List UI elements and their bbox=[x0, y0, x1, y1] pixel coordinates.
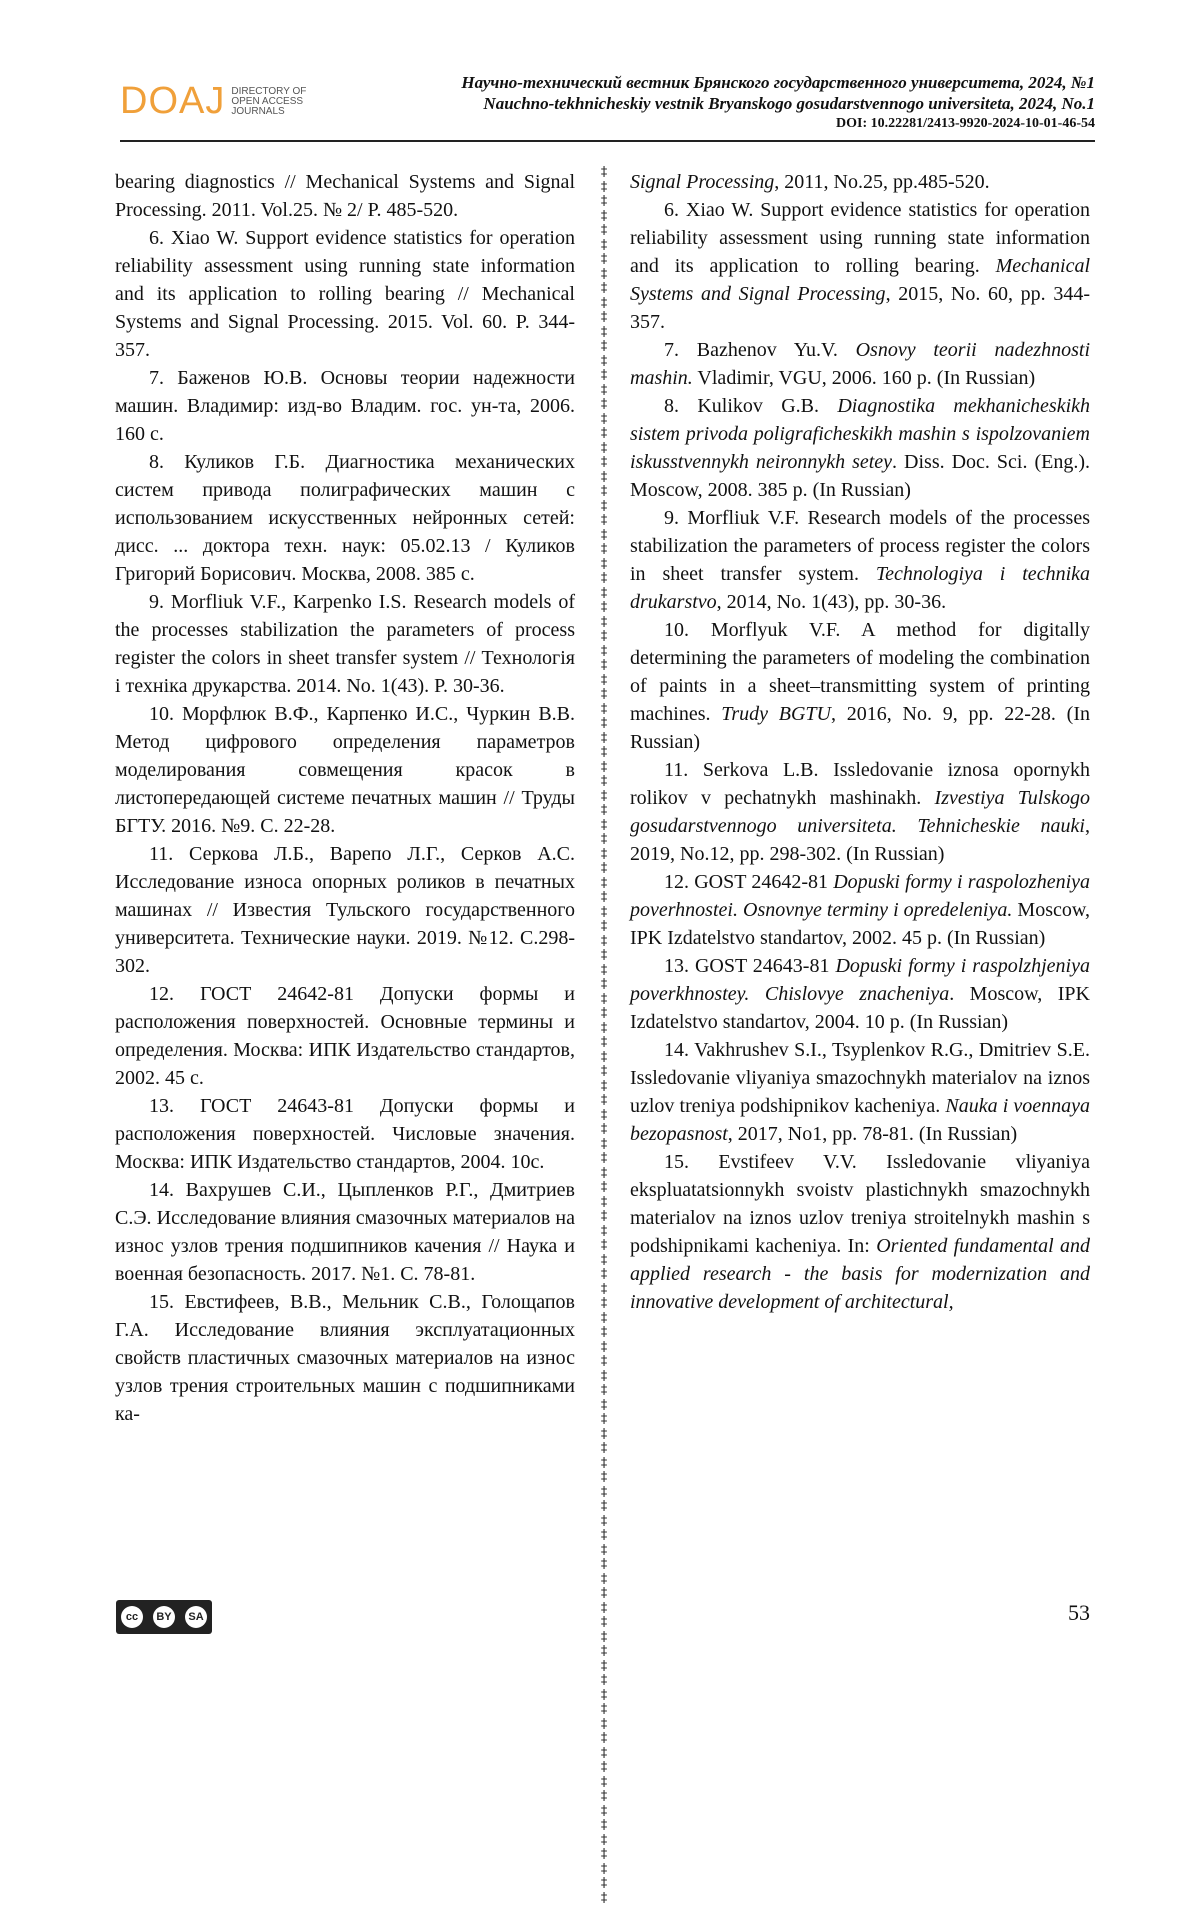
reference-item: 14. Вахрушев С.И., Цыпленков Р.Г., Дмитриев С.Э. Исследование влияния смазочных материалов на износ узлов трения подшипников качения // Наука и военная безопасность. 2017. №1. С. 78-81. bbox=[115, 1179, 575, 1285]
reference-item bbox=[630, 952, 1090, 1036]
reference-italic: Osnovy teorii nadezhnosti mashin. bbox=[630, 339, 1090, 389]
reference-text: , 2016, No. 9, pp. 22-28. (In Russian) bbox=[630, 703, 1090, 753]
reference-text: 15. Evstifeev V.V. Issledovanie vliyaniya ekspluatatsionnykh svoistv plastichnykh smazochnykh materialov na iznos uzlov treniya stroitelnykh mashin s podshipnikami kacheniya. In: bbox=[630, 1151, 1090, 1257]
reference-text: , 2017, No1, pp. 78-81. (In Russian) bbox=[727, 1123, 1018, 1145]
reference-text: 11. Serkova L.B. Issledovanie iznosa opornykh rolikov v pechatnykh mashinakh. bbox=[630, 759, 1090, 809]
reference-text: Vladimir, VGU, 2006. 160 p. (In Russian) bbox=[692, 367, 1036, 389]
reference-italic: Mechanical Systems and Signal Processing bbox=[630, 255, 1090, 305]
reference-italic: Dopuski formy i raspolozheniya poverhnostei. Osnovnye terminy i opredeleniya. bbox=[630, 871, 1091, 921]
reference-text: 10. Morflyuk V.F. A method for digitally determining the parameters of modeling the combination of paints in a sheet–transmitting system of printing machines. bbox=[630, 619, 1090, 725]
reference-italic: Diagnostika mekhanicheskikh sistem privoda poligraficheskikh mashin s ispolzovaniem iskusstvennykh neironnykh setey bbox=[630, 395, 1091, 473]
reference-item bbox=[630, 868, 1090, 952]
page-number: 53 bbox=[1068, 1600, 1090, 1625]
reference-item bbox=[630, 336, 1090, 392]
reference-text: , 2014, No. 1(43), pp. 30-36. bbox=[716, 591, 947, 613]
reference-italic: Izvestiya Tulskogo gosudarstvennogo universiteta. Tehnicheskie nauki bbox=[630, 787, 1090, 837]
journal-title-ru: Научно-технический вестник Брянского государственного университета, 2024, №1 bbox=[461, 73, 1095, 92]
references-russian bbox=[115, 168, 575, 1428]
reference-text: 14. Vakhrushev S.I., Tsyplenkov R.G., Dmitriev S.E. Issledovanie vliyaniya smazochnykh materialov na iznos uzlov treniya podshipnikov kacheniya. bbox=[630, 1039, 1090, 1117]
reference-text: 13. GOST 24643-81 bbox=[664, 955, 836, 977]
reference-text: Moscow, IPK Izdatelstvo standartov, 2002. 45 p. (In Russian) bbox=[630, 899, 1091, 949]
reference-item: 13. ГОСТ 24643-81 Допуски формы и расположения поверхностей. Числовые значения. Москва: ИПК Издательство стандартов, 2004. 10с. bbox=[115, 1095, 575, 1173]
reference-text: . Diss. Doc. Sci. (Eng.). Moscow, 2008. 385 p. (In Russian) bbox=[630, 451, 1091, 501]
reference-item: 10. Морфлюк В.Ф., Карпенко И.С., Чуркин В.В. Метод цифрового определения параметров моделирования совмещения красок в листопередающей системе печатных машин // Труды БГТУ. 2016. №9. С. 22-28. bbox=[115, 703, 575, 837]
reference-text: 6. Xiao W. Support evidence statistics for operation reliability assessment using running state information and its application to rolling bearing. bbox=[630, 199, 1090, 277]
reference-item: bearing diagnostics // Mechanical Systems and Signal Processing. 2011. Vol.25. № 2/ P. 485-520. bbox=[115, 171, 575, 221]
doi: DOI: 10.22281/2413-9920-2024-10-01-46-54 bbox=[836, 116, 1095, 131]
reference-item: 11. Серкова Л.Б., Варепо Л.Г., Серков А.С. Исследование износа опорных роликов в печатных машинах // Известия Тульского государственного университета. Технические науки. 2019. №12. С.298-302. bbox=[115, 843, 575, 977]
reference-item bbox=[630, 1148, 1090, 1316]
reference-text: . Moscow, IPK Izdatelstvo standartov, 2004. 10 p. (In Russian) bbox=[630, 983, 1090, 1033]
reference-italic: Trudy BGTU bbox=[721, 703, 831, 725]
doaj-logo bbox=[120, 80, 306, 123]
references-transliterated bbox=[630, 168, 1090, 1316]
logo-subtitle: DIRECTORY OF OPEN ACCESS JOURNALS bbox=[231, 85, 307, 117]
reference-item: 12. ГОСТ 24642-81 Допуски формы и расположения поверхностей. Основные термины и определения. Москва: ИПК Издательство стандартов, 2002. 45 с. bbox=[115, 983, 575, 1089]
reference-item bbox=[630, 756, 1090, 868]
reference-text: 12. GOST 24642-81 bbox=[664, 871, 834, 893]
reference-item bbox=[630, 616, 1090, 756]
reference-text: 9. Morfliuk V.F. Research models of the processes stabilization the parameters of process register the colors in sheet transfer system. bbox=[630, 507, 1090, 585]
reference-item bbox=[630, 1036, 1090, 1148]
reference-text: 7. Bazhenov Yu.V. bbox=[664, 339, 856, 361]
reference-italic: Oriented fundamental and applied research - the basis for modernization and innovative development of architectural, bbox=[630, 1235, 1090, 1313]
logo-word: DOAJ bbox=[120, 80, 226, 122]
reference-item: 9. Morfliuk V.F., Karpenko I.S. Research models of the processes stabilization the parameters of process register the colors in sheet transfer system // Технологія і техніка друкарства. 2014. No. 1(43). P. 30-36. bbox=[115, 591, 575, 697]
reference-text: , 2019, No.12, pp. 298-302. (In Russian) bbox=[630, 815, 1090, 865]
journal-header bbox=[120, 70, 1095, 142]
reference-text: , 2015, No. 60, pp. 344-357. bbox=[630, 283, 1090, 333]
journal-title-translit: Nauchno-tekhnicheskiy vestnik Bryanskogo gosudarstvennogo universiteta, 2024, No.1 bbox=[483, 94, 1095, 113]
reference-italic: Nauka i voennaya bezopasnost bbox=[630, 1095, 1091, 1145]
reference-italic: Dopuski formy i raspolzhjeniya poverkhnostey. Chislovye znacheniya bbox=[630, 955, 1090, 1005]
sa-icon: SA bbox=[185, 1606, 207, 1628]
reference-item bbox=[630, 168, 1090, 196]
cc-icon: cc bbox=[121, 1606, 143, 1628]
by-icon: BY bbox=[153, 1606, 175, 1628]
reference-item bbox=[630, 392, 1090, 504]
cc-license-badge bbox=[116, 1600, 212, 1634]
header-text bbox=[461, 72, 1095, 134]
reference-item bbox=[630, 196, 1090, 336]
reference-item: 6. Xiao W. Support evidence statistics for operation reliability assessment using running state information and its application to rolling bearing // Mechanical Systems and Signal Processing. 2015. Vol. 60. P. 344-357. bbox=[115, 227, 575, 361]
reference-item: 15. Евстифеев, В.В., Мельник С.В., Голощапов Г.А. Исследование влияния эксплуатационных свойств пластичных смазочных материалов на износ узлов трения строительных машин с подшипниками ка- bbox=[115, 1291, 575, 1425]
column-divider: ‡‡‡‡‡‡‡‡‡‡‡‡‡‡‡‡‡‡‡‡‡‡‡‡‡‡‡‡‡‡‡‡‡‡‡‡‡‡‡‡‡‡‡‡‡‡‡‡‡‡‡‡‡‡‡‡‡‡‡‡‡‡‡‡‡‡‡‡‡‡‡‡‡‡‡‡‡‡‡‡‡‡‡‡‡‡‡‡‡‡‡‡‡‡‡‡‡‡‡‡‡‡‡‡‡‡‡‡‡‡‡‡‡‡‡‡‡‡‡‡ bbox=[600, 165, 608, 1906]
reference-italic: Technologiya i technika drukarstvo bbox=[630, 563, 1090, 613]
reference-text: , 2011, No.25, pp.485-520. bbox=[774, 171, 990, 193]
reference-text: 8. Kulikov G.B. bbox=[664, 395, 838, 417]
reference-item bbox=[630, 504, 1090, 616]
reference-item: 7. Баженов Ю.В. Основы теории надежности машин. Владимир: изд-во Владим. гос. ун-та, 2006. 160 с. bbox=[115, 367, 575, 445]
reference-item: 8. Куликов Г.Б. Диагностика механических систем привода полиграфических машин с использованием искусственных нейронных сетей: дисс. ... доктора техн. наук: 05.02.13 / Куликов Григорий Борисович. Москва, 2008. 385 с. bbox=[115, 451, 575, 585]
reference-italic: Signal Processing bbox=[630, 171, 775, 193]
